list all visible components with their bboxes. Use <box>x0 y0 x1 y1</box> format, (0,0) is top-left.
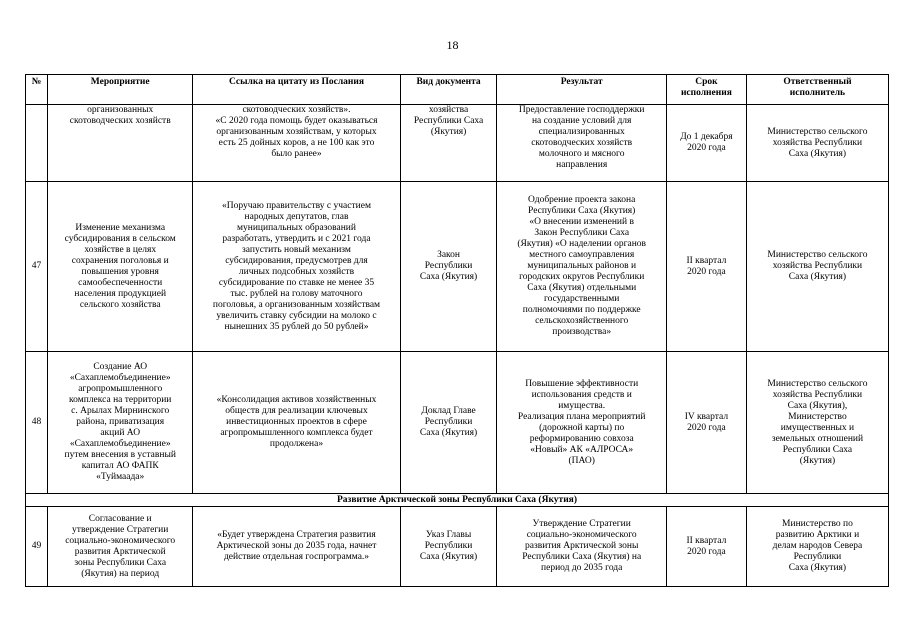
header-deadline: Срок исполнения <box>666 75 746 105</box>
cell-doc-type: хозяйства Республики Саха (Якутия) <box>400 105 497 182</box>
cell-number: 47 <box>26 182 48 352</box>
cell-result: Повышение эффективности использования средств и имущества. Реализация плана мероприятий (дорожной карты) по реформированию совхоза «Новый» АК «АЛРОСА» (ПАО) <box>497 352 666 494</box>
header-quote: Ссылка на цитату из Послания <box>193 75 400 105</box>
page-number: 18 <box>446 38 459 52</box>
table-row <box>26 105 889 182</box>
cell-doc-type: Доклад Главе Республики Саха (Якутия) <box>400 352 497 494</box>
cell-responsible: Министерство сельского хозяйства Республики Саха (Якутия) <box>746 182 888 352</box>
cell-responsible: Министерство сельского хозяйства Республики Саха (Якутия) <box>746 105 888 182</box>
cell-result: Утверждение Стратегии социально-экономического развития Арктической зоны Республики Саха (Якутия) на период до 2035 года <box>497 507 666 587</box>
cell-quote: «Поручаю правительству с участием народных депутатов, глав муниципальных образований разработать, утвердить и с 2021 года запустить новый механизм субсидирования, предусмотрев для личных подсобных хозяйств субсидирование по ставке не менее 35 тыс. рублей на голову маточного поголовья, а организованным хозяйствам увеличить ставку субсидии на молоко с нынешних 35 рублей до 50 рублей» <box>193 182 400 352</box>
header-result: Результат <box>497 75 666 105</box>
table-row <box>26 182 889 352</box>
cell-event: Изменение механизма субсидирования в сельском хозяйстве в целях сохранения поголовья и повышения уровня самообеспеченности населения продукцией сельского хозяйства <box>48 182 193 352</box>
cell-responsible: Министерство по развитию Арктики и делам народов Севера Республики Саха (Якутия) <box>746 507 888 587</box>
table-row <box>26 352 889 494</box>
cell-quote: «Консолидация активов хозяйственных обществ для реализации ключевых инвестиционных проектов в сфере агропромышленного комплекса будет продолжена» <box>193 352 400 494</box>
cell-deadline: II квартал 2020 года <box>666 507 746 587</box>
measures-table <box>25 74 889 587</box>
cell-deadline: IV квартал 2020 года <box>666 352 746 494</box>
section-row <box>26 494 889 507</box>
cell-event: Согласование и утверждение Стратегии социально-экономического развития Арктической зоны Республики Саха (Якутия) на период <box>48 507 193 587</box>
cell-number <box>26 105 48 182</box>
cell-quote: «Будет утверждена Стратегия развития Арктической зоны до 2035 года, начнет действие отдельная госпрограмма.» <box>193 507 400 587</box>
cell-event: Создание АО «Сахаплемобъединение» агропромышленного комплекса на территории с. Арылах Мирнинского района, приватизация акций АО «Сахаплемобъединение» путем внесения в уставный капитал АО ФАПК «Туймаада» <box>48 352 193 494</box>
cell-responsible: Министерство сельского хозяйства Республики Саха (Якутия), Министерство имущественных и земельных отношений Республики Саха (Якутия) <box>746 352 888 494</box>
cell-event: организованных скотоводческих хозяйств <box>48 105 193 182</box>
cell-quote: скотоводческих хозяйств». «С 2020 года помощь будет оказываться организованным хозяйствам, у которых есть 25 дойных коров, а не 100 как это было ранее» <box>193 105 400 182</box>
header-responsible: Ответственный исполнитель <box>746 75 888 105</box>
header-number: № <box>26 75 48 105</box>
header-doc-type: Вид документа <box>400 75 497 105</box>
cell-result: Предоставление господдержки на создание условий для специализированных скотоводческих хозяйств молочного и мясного направления <box>497 105 666 182</box>
cell-number: 48 <box>26 352 48 494</box>
header-event: Мероприятие <box>48 75 193 105</box>
cell-doc-type: Указ Главы Республики Саха (Якутия) <box>400 507 497 587</box>
cell-doc-type: Закон Республики Саха (Якутия) <box>400 182 497 352</box>
cell-number: 49 <box>26 507 48 587</box>
cell-deadline: II квартал 2020 года <box>666 182 746 352</box>
cell-deadline: До 1 декабря 2020 года <box>666 105 746 182</box>
cell-result: Одобрение проекта закона Республики Саха (Якутия) «О внесении изменений в Закон Республики Саха (Якутия) «О наделении органов местного самоуправления муниципальных районов и городских округов Республики Саха (Якутия) отдельными государственными полномочиями по поддержке сельскохозяйственного производства» <box>497 182 666 352</box>
section-title: Развитие Арктической зоны Республики Саха (Якутия) <box>26 494 889 507</box>
table-header-row <box>26 75 889 105</box>
table-row <box>26 507 889 587</box>
